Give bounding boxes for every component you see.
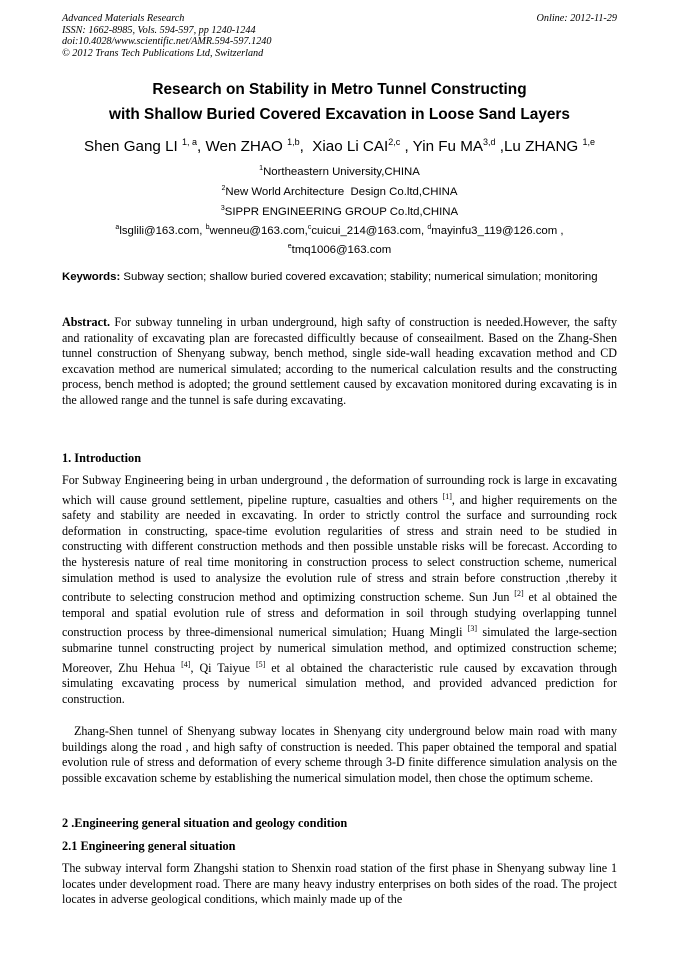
author-name: Xiao Li CAI — [312, 138, 389, 155]
author-affiliation-mark: 2,c — [388, 137, 401, 147]
author-name: Lu ZHANG — [503, 138, 579, 155]
intro-paragraph-2: Zhang-Shen tunnel of Shenyang subway locates in Shenyang city underground below main road with many buildings along the road , and high safty of construction is needed. This paper obtained the temporal and spatial evolution rule of stress and deformation of every scheme through 3-D finite difference simulation analysis on the possible excavation scheme by establishing the numerical simulation model, then chose the optimum scheme. — [62, 724, 617, 785]
body-text: For Subway Engineering being in urban underground , the deformation of surrounding rock is large in excavating which will cause ground settlement, pipeline rupture, casualties and others — [62, 473, 617, 507]
section-heading-2: 2 .Engineering general situation and geology condition — [62, 816, 348, 830]
affiliation-text: New World Architecture Design Co.ltd,CHINA — [225, 186, 458, 198]
email-mark: b — [205, 224, 210, 231]
author-emails — [62, 220, 617, 258]
author-separator: , — [400, 138, 413, 155]
author-affiliation-mark: 1,b — [287, 137, 300, 147]
email-mark: e — [287, 243, 292, 250]
paper-title-line-2: with Shallow Buried Covered Excavation in Loose Sand Layers — [109, 106, 570, 123]
citation-ref[interactable]: [4] — [181, 659, 191, 669]
keywords-text: Subway section; shallow buried covered excavation; stability; numerical simulation; monitoring — [120, 271, 598, 283]
author-name: Yin Fu MA — [412, 138, 483, 155]
author-name: Wen ZHAO — [205, 138, 283, 155]
email-mark: c — [307, 224, 312, 231]
body-text: , and higher requirements on the safety and stability are needed in excavating. In order to strictly control the surface and surrounding rock deformation in constructing, space-time evolution regularities of stress and strain need to be studied in constructing with different construction methods and then possible unstable risks will be forecast. According to the hysteresis nature of real time monitoring in construction process to select construction scheme, numerical simulation method is used to analysize the evolution rule of stress and strain before construction ,thereby it contribute to selecting construcion method and optimizing construction scheme. Sun Jun — [62, 492, 617, 605]
affiliation-number: 3 — [220, 205, 225, 212]
email-mark: d — [427, 224, 432, 231]
affiliation-number: 2 — [221, 185, 226, 192]
author-affiliation-mark: 1, a — [181, 137, 197, 147]
issn-line: ISSN: 1662-8985, Vols. 594-597, pp 1240-1244 — [62, 24, 256, 36]
citation-ref[interactable]: [5] — [255, 659, 266, 669]
body-text: et al obtained the temporal and spatial evolution rule of stress and deformation in soil through studying overlapping tunnel construction process by three-dimensional numerical simulation; Huang Mingli — [62, 590, 617, 640]
citation-ref[interactable]: [1] — [442, 491, 452, 501]
journal-header — [62, 13, 617, 59]
intro-paragraph-1 — [62, 473, 617, 707]
email-address[interactable]: cuicui_214@163.com, — [311, 225, 428, 237]
section-2-1-paragraph: The subway interval form Zhangshi station to Shenxin road station of the first phase in Shenyang subway line 1 locates under development road. There are many heavy industry enterprises on both sides of the road. The project locates in adverse geological conditions, which mainly made up of the — [62, 861, 617, 907]
online-date: Online: 2012-11-29 — [536, 13, 617, 24]
keywords — [62, 270, 617, 285]
email-address[interactable]: lsglili@163.com, — [119, 225, 206, 237]
journal-name: Advanced Materials Research — [62, 13, 185, 24]
section-heading-introduction: 1. Introduction — [62, 451, 142, 465]
email-mark: a — [115, 224, 120, 231]
affiliation-2 — [62, 185, 617, 198]
author-name: Shen Gang LI — [84, 138, 178, 155]
body-text: et al obtained the characteristic rule caused by excavation through simulating excavating process by numerical simulation method, and provided advanced prediction for construction. — [62, 660, 617, 706]
email-address[interactable]: tmq1006@163.com — [291, 244, 392, 256]
author-affiliation-mark: 3,d — [482, 137, 496, 147]
author-list — [62, 137, 617, 155]
author-separator: , — [299, 138, 313, 155]
doi-line: doi:10.4028/www.scientific.net/AMR.594-597.1240 — [62, 36, 272, 48]
copyright-line: © 2012 Trans Tech Publications Ltd, Switzerland — [62, 47, 264, 59]
citation-ref[interactable]: [3] — [467, 624, 478, 634]
body-text: simulated the large-section submarine tunnel constructing project by numerical simulation method, and optimized construction scheme; Moreover, Zhu Hehua — [62, 625, 617, 675]
email-address[interactable]: wenneu@163.com, — [209, 225, 308, 237]
author-separator: , — [197, 138, 206, 155]
abstract — [62, 315, 617, 409]
author-affiliation-mark: 1,e — [582, 137, 595, 147]
affiliation-number: 1 — [259, 165, 264, 172]
subsection-heading-2-1: 2.1 Engineering general situation — [62, 839, 236, 853]
affiliation-1 — [62, 165, 617, 178]
email-address[interactable]: mayinfu3_119@126.com , — [431, 225, 564, 237]
affiliation-text: Northeastern University,CHINA — [263, 166, 420, 178]
abstract-text: For subway tunneling in urban underground, high safty of construction is needed.However, the safty and rationality of excavating plan are forecasted difficultly because of conseailment. Based on the Zhang-Shen tunnel construction of Shenyang subway, bench method, single side-wall heading excavation method and CD excavation method are numerical simulated; according to the numerical calculation results and the constructing process, bench method is adopted; the ground settlement caused by excavation monitored during excavating is in the allowed range and the tunnel is safe during excavating. — [62, 315, 617, 407]
body-text: , Qi Taiyue — [190, 660, 256, 675]
citation-ref[interactable]: [2] — [514, 589, 524, 599]
affiliation-3 — [62, 205, 617, 218]
author-separator: , — [495, 138, 504, 155]
paper-title-line-1: Research on Stability in Metro Tunnel Constructing — [152, 81, 527, 98]
keywords-label: Keywords: — [62, 271, 121, 283]
abstract-label: Abstract. — [62, 315, 111, 329]
affiliation-text: SIPPR ENGINEERING GROUP Co.ltd,CHINA — [224, 206, 459, 218]
